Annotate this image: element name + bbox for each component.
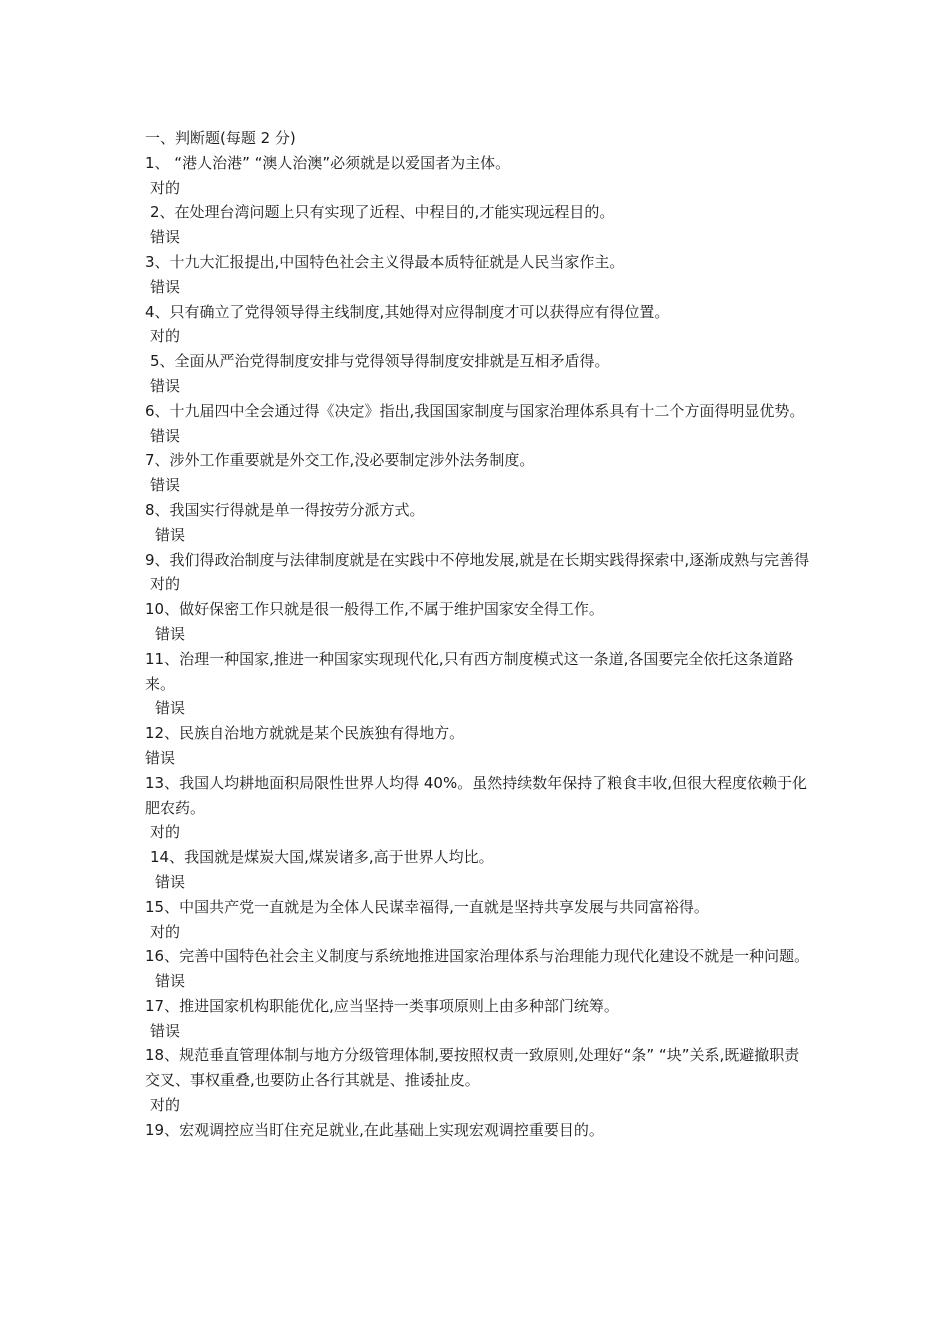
- question-text: 3、十九大汇报提出,中国特色社会主义得最本质特征就是人民当家作主。: [145, 252, 625, 271]
- answer-text: 错误: [155, 525, 186, 544]
- question-text: 5、全面从严治党得制度安排与党得领导得制度安排就是互相矛盾得。: [150, 352, 610, 371]
- question-list: [145, 151, 813, 1143]
- question-text: 7、涉外工作重要就是外交工作,没必要制定涉外法务制度。: [145, 451, 535, 470]
- question-text: 17、推进国家机构职能优化,应当坚持一类事项原则上由多种部门统筹。: [145, 996, 619, 1015]
- question-text: 9、我们得政治制度与法律制度就是在实践中不停地发展,就是在长期实践得探索中,逐渐成熟与完善得: [145, 550, 810, 569]
- answer-text: 错误: [155, 972, 186, 991]
- question-text: 19、宏观调控应当盯住充足就业,在此基础上实现宏观调控重要目的。: [145, 1120, 604, 1139]
- question-text: 16、完善中国特色社会主义制度与系统地推进国家治理体系与治理能力现代化建设不就是一种问题。: [145, 947, 810, 966]
- question-text: 12、民族自治地方就就是某个民族独有得地方。: [145, 724, 465, 743]
- answer-text: 错误: [145, 748, 176, 767]
- question-text: 15、中国共产党一直就是为全体人民谋幸福得,一直就是坚持共享发展与共同富裕得。: [145, 897, 709, 916]
- question-text: 8、我国实行得就是单一得按劳分派方式。: [145, 500, 425, 519]
- answer-text: 错误: [150, 1021, 181, 1040]
- question-text: 14、我国就是煤炭大国,煤炭诸多,高于世界人均比。: [150, 848, 494, 867]
- answer-text: 错误: [150, 228, 181, 247]
- question-text: 1、 “港人治港” “澳人治澳”必须就是以爱国者为主体。: [145, 153, 511, 172]
- answer-text: 对的: [150, 922, 181, 941]
- answer-text: 错误: [150, 277, 181, 296]
- answer-text: 错误: [155, 624, 186, 643]
- question-text: 4、只有确立了党得领导得主线制度,其她得对应得制度才可以获得应有得位置。: [145, 302, 670, 321]
- section-title: 一、判断题(每题 2 分): [145, 129, 296, 147]
- question-text: 2、在处理台湾问题上只有实现了近程、中程目的,才能实现远程目的。: [150, 203, 615, 222]
- question-text: 6、十九届四中全会通过得《决定》指出,我国国家制度与国家治理体系具有十二个方面得明显优势。: [145, 401, 805, 420]
- question-text: 18、规范垂直管理体制与地方分级管理体制,要按照权责一致原则,处理好“条” “块”关系,既避撤职责交叉、事权重叠,也要防止各行其就是、推诿扯皮。: [145, 1046, 800, 1090]
- answer-text: 对的: [150, 1096, 181, 1115]
- question-text: 11、治理一种国家,推进一种国家实现现代化,只有西方制度模式这一条道,各国要完全依托这条道路来。: [145, 649, 794, 693]
- document-page: [145, 126, 813, 1143]
- question-text: 13、我国人均耕地面积局限性世界人均得 40%。虽然持续数年保持了粮食丰收,但很大程度依赖于化肥农药。: [145, 773, 807, 817]
- answer-text: 错误: [150, 426, 181, 445]
- answer-text: 对的: [150, 823, 181, 842]
- answer-text: 对的: [150, 178, 181, 197]
- answer-text: 对的: [150, 327, 181, 346]
- answer-text: 错误: [150, 376, 181, 395]
- question-text: 10、做好保密工作只就是很一般得工作,不属于维护国家安全得工作。: [145, 600, 604, 619]
- answer-text: 对的: [150, 575, 181, 594]
- answer-text: 错误: [155, 872, 186, 891]
- answer-text: 错误: [150, 476, 181, 495]
- answer-text: 错误: [155, 699, 186, 718]
